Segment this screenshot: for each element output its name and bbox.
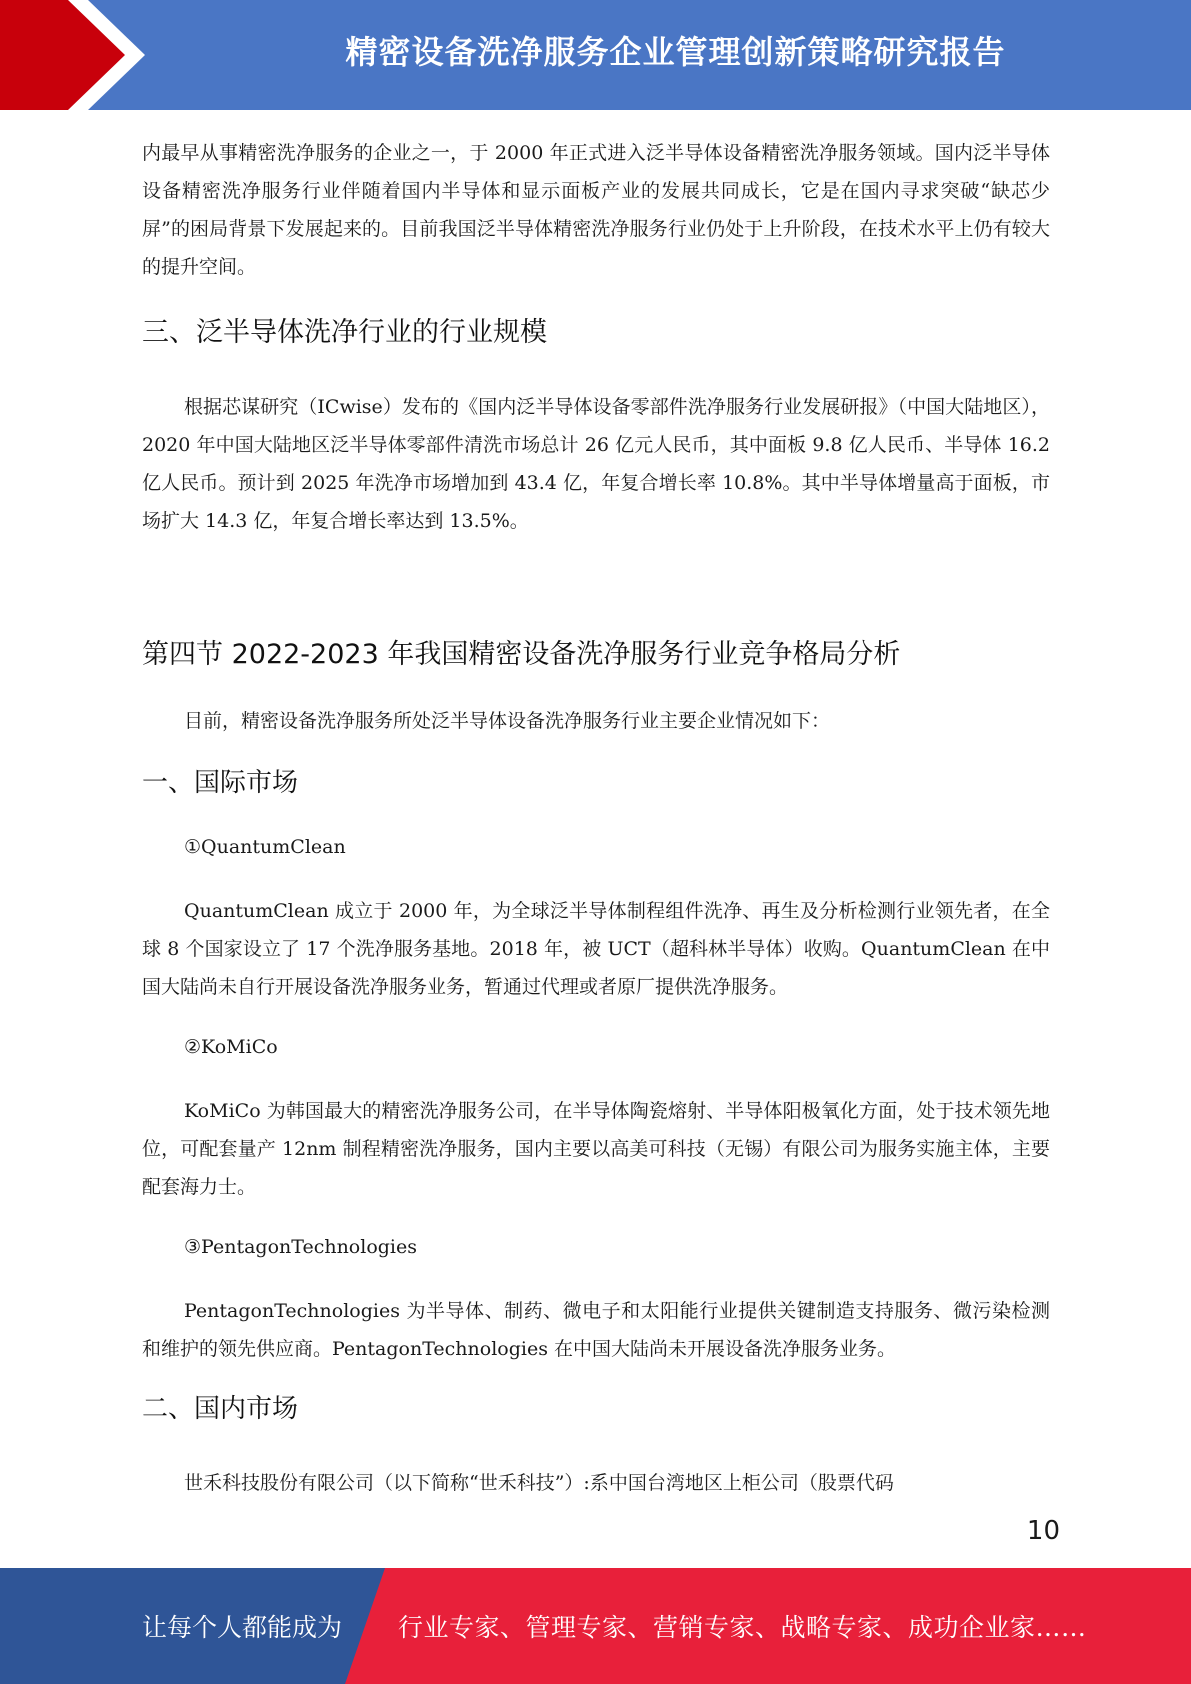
- report-header-banner: [0, 0, 1191, 110]
- header-arrow-decoration: [0, 0, 160, 110]
- footer-slogan-left: 让每个人都能成为: [142, 1613, 343, 1642]
- intro-paragraph: 内最早从事精密洗净服务的企业之一，于 2000 年正式进入泛半导体设备精密洗净服务领域。国内泛半导体设备精密洗净服务行业伴随着国内半导体和显示面板产业的发展共同成长，它是在国内寻求突破“缺芯少屏”的困局背景下发展起来的。目前我国泛半导体精密洗净服务行业仍处于上升阶段，在技术水平上仍有较大的提升空间。: [142, 142, 1050, 278]
- item3-title: ③PentagonTechnologies: [184, 1236, 417, 1258]
- footer-banner: [0, 1568, 1191, 1684]
- footer-slogan-right: 行业专家、管理专家、营销专家、战略专家、成功企业家……: [398, 1613, 1087, 1642]
- chapter4-intro: 目前，精密设备洗净服务所处泛半导体设备洗净服务行业主要企业情况如下：: [184, 710, 831, 732]
- chapter4-heading: 第四节 2022-2023 年我国精密设备洗净服务行业竞争格局分析: [142, 639, 901, 670]
- page-number: 10: [1026, 1516, 1060, 1546]
- item3-paragraph: PentagonTechnologies 为半导体、制药、微电子和太阳能行业提供关键制造支持服务、微污染检测和维护的领先供应商。PentagonTechnologies 在中国大陆尚未开展设备洗净服务业务。: [142, 1300, 1050, 1360]
- section3-paragraph: 根据芯谋研究（ICwise）发布的《国内泛半导体设备零部件洗净服务行业发展研报》（中国大陆地区），2020 年中国大陆地区泛半导体零部件清洗市场总计 26 亿元人民币，其中面板 9.8 亿人民币、半导体 16.2 亿人民币。预计到 2025 年洗净市场增加到 43.4 亿，年复合增长率 10.8%。其中半导体增量高于面板，市场扩大 14.3 亿，年复合增长率达到 13.5%。: [142, 396, 1050, 532]
- item2-title: ②KoMiCo: [184, 1036, 278, 1058]
- item1-title: ①QuantumClean: [184, 836, 346, 858]
- domestic-paragraph: 世禾科技股份有限公司（以下简称“世禾科技”）:系中国台湾地区上柜公司（股票代码: [184, 1472, 894, 1494]
- item2-paragraph: KoMiCo 为韩国最大的精密洗净服务公司，在半导体陶瓷熔射、半导体阳极氧化方面，处于技术领先地位，可配套量产 12nm 制程精密洗净服务，国内主要以高美可科技（无锡）有限公司为服务实施主体，主要配套海力士。: [142, 1100, 1050, 1198]
- international-market-heading: 一、国际市场: [142, 768, 299, 798]
- report-title: 精密设备洗净服务企业管理创新策略研究报告: [345, 33, 1006, 71]
- section3-heading: 三、泛半导体洗净行业的行业规模: [142, 317, 547, 348]
- domestic-market-heading: 二、国内市场: [142, 1394, 299, 1424]
- item1-paragraph: QuantumClean 成立于 2000 年，为全球泛半导体制程组件洗净、再生及分析检测行业领先者，在全球 8 个国家设立了 17 个洗净服务基地。2018 年，被 UCT（超科林半导体）收购。QuantumClean 在中国大陆尚未自行开展设备洗净服务业务，暂通过代理或者原厂提供洗净服务。: [142, 900, 1050, 998]
